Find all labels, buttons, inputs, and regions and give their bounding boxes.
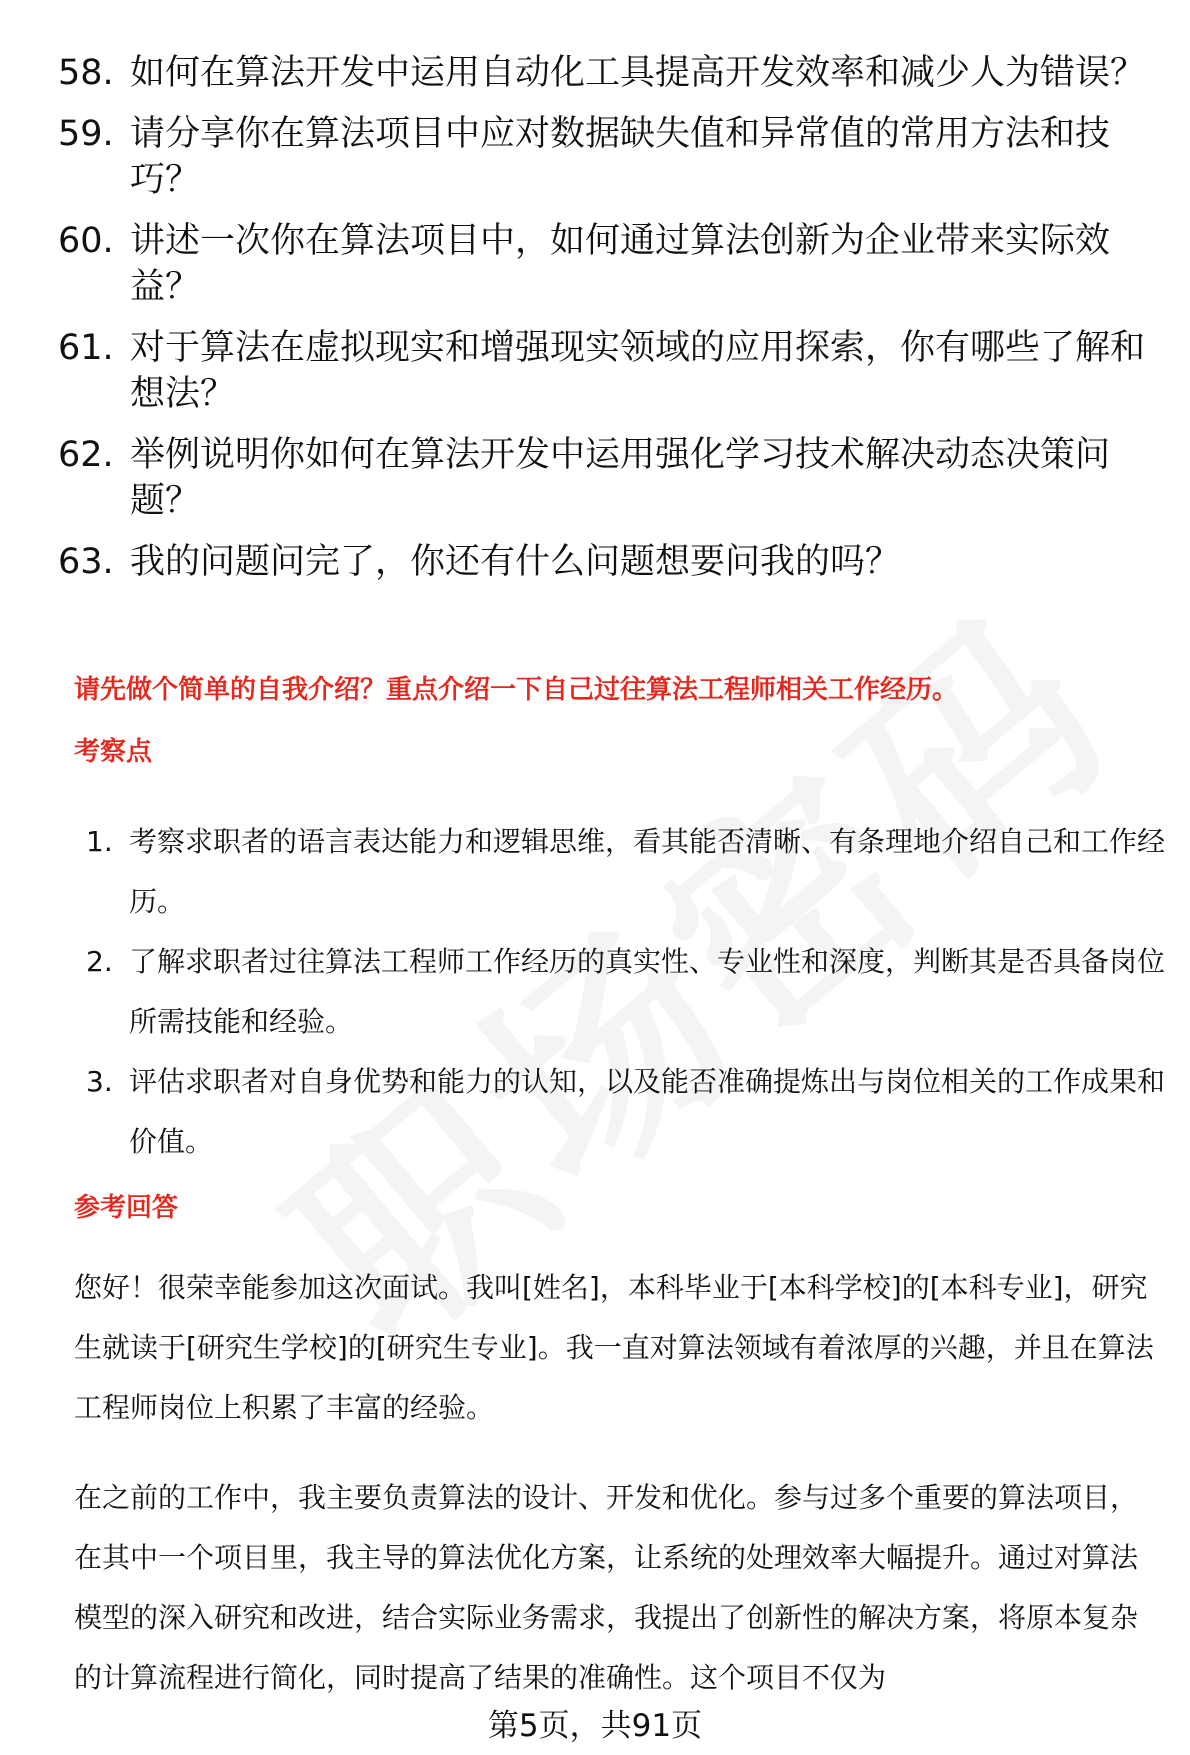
question-item [58,218,1158,310]
point-text: 评估求职者对自身优势和能力的认知，以及能否准确提炼出与岗位相关的工作成果和价值。 [129,1065,1166,1158]
question-item [58,325,1158,417]
question-number: 61. [58,328,114,368]
question-text: 讲述一次你在算法项目中，如何通过算法创新为企业带来实际效益？ [130,221,1111,307]
question-text: 对于算法在虚拟现实和增强现实领域的应用探索，你有哪些了解和想法？ [130,328,1146,414]
question-item [58,432,1158,524]
point-text: 考察求职者的语言表达能力和逻辑思维，看其能否清晰、有条理地介绍自己和工作经历。 [129,825,1166,918]
question-text: 如何在算法开发中运用自动化工具提高开发效率和减少人为错误？ [130,53,1146,93]
point-number: 2. [86,945,113,978]
answer-paragraph: 您好！很荣幸能参加这次面试。我叫[姓名]，本科毕业于[本科学校]的[本科专业]，研究生就读于[研究生学校]的[研究生专业]。我一直对算法领域有着浓厚的兴趣，并且在算法工程师岗位上积累了丰富的经验。 [74,1271,1154,1424]
point-text: 了解求职者过往算法工程师工作经历的真实性、专业性和深度，判断其是否具备岗位所需技能和经验。 [129,945,1166,1038]
question-number: 60. [58,221,114,261]
answer-paragraph: 在之前的工作中，我主要负责算法的设计、开发和优化。参与过多个重要的算法项目，在其中一个项目里，我主导的算法优化方案，让系统的处理效率大幅提升。通过对算法模型的深入研究和改进，结合实际业务需求，我提出了创新性的解决方案，将原本复杂的计算流程进行简化，同时提高了结果的准确性。这个项目不仅为 [74,1481,1139,1694]
question-text: 举例说明你如何在算法开发中运用强化学习技术解决动态决策问题？ [130,435,1111,521]
interview-question-title: 请先做个简单的自我介绍？重点介绍一下自己过往算法工程师相关工作经历。 [74,675,959,705]
question-item [58,50,1158,96]
assessment-points-list [86,812,1166,1172]
page-number-footer: 第5页，共91页 [487,1708,703,1744]
assessment-point [86,812,1166,932]
question-text: 请分享你在算法项目中应对数据缺失值和异常值的常用方法和技巧？ [130,114,1111,200]
question-text: 我的问题问完了，你还有什么问题想要问我的吗？ [130,542,901,582]
question-number: 62. [58,435,114,475]
question-item [58,539,1158,585]
question-number: 59. [58,114,114,154]
assessment-points-title: 考察点 [74,737,153,767]
question-item [58,111,1158,203]
assessment-point [86,1052,1166,1172]
question-list [58,50,1158,600]
question-number: 58. [58,53,114,93]
point-number: 1. [86,825,113,858]
reference-answer-title: 参考回答 [74,1193,179,1223]
point-number: 3. [86,1065,113,1098]
assessment-point [86,932,1166,1052]
question-number: 63. [58,542,114,582]
